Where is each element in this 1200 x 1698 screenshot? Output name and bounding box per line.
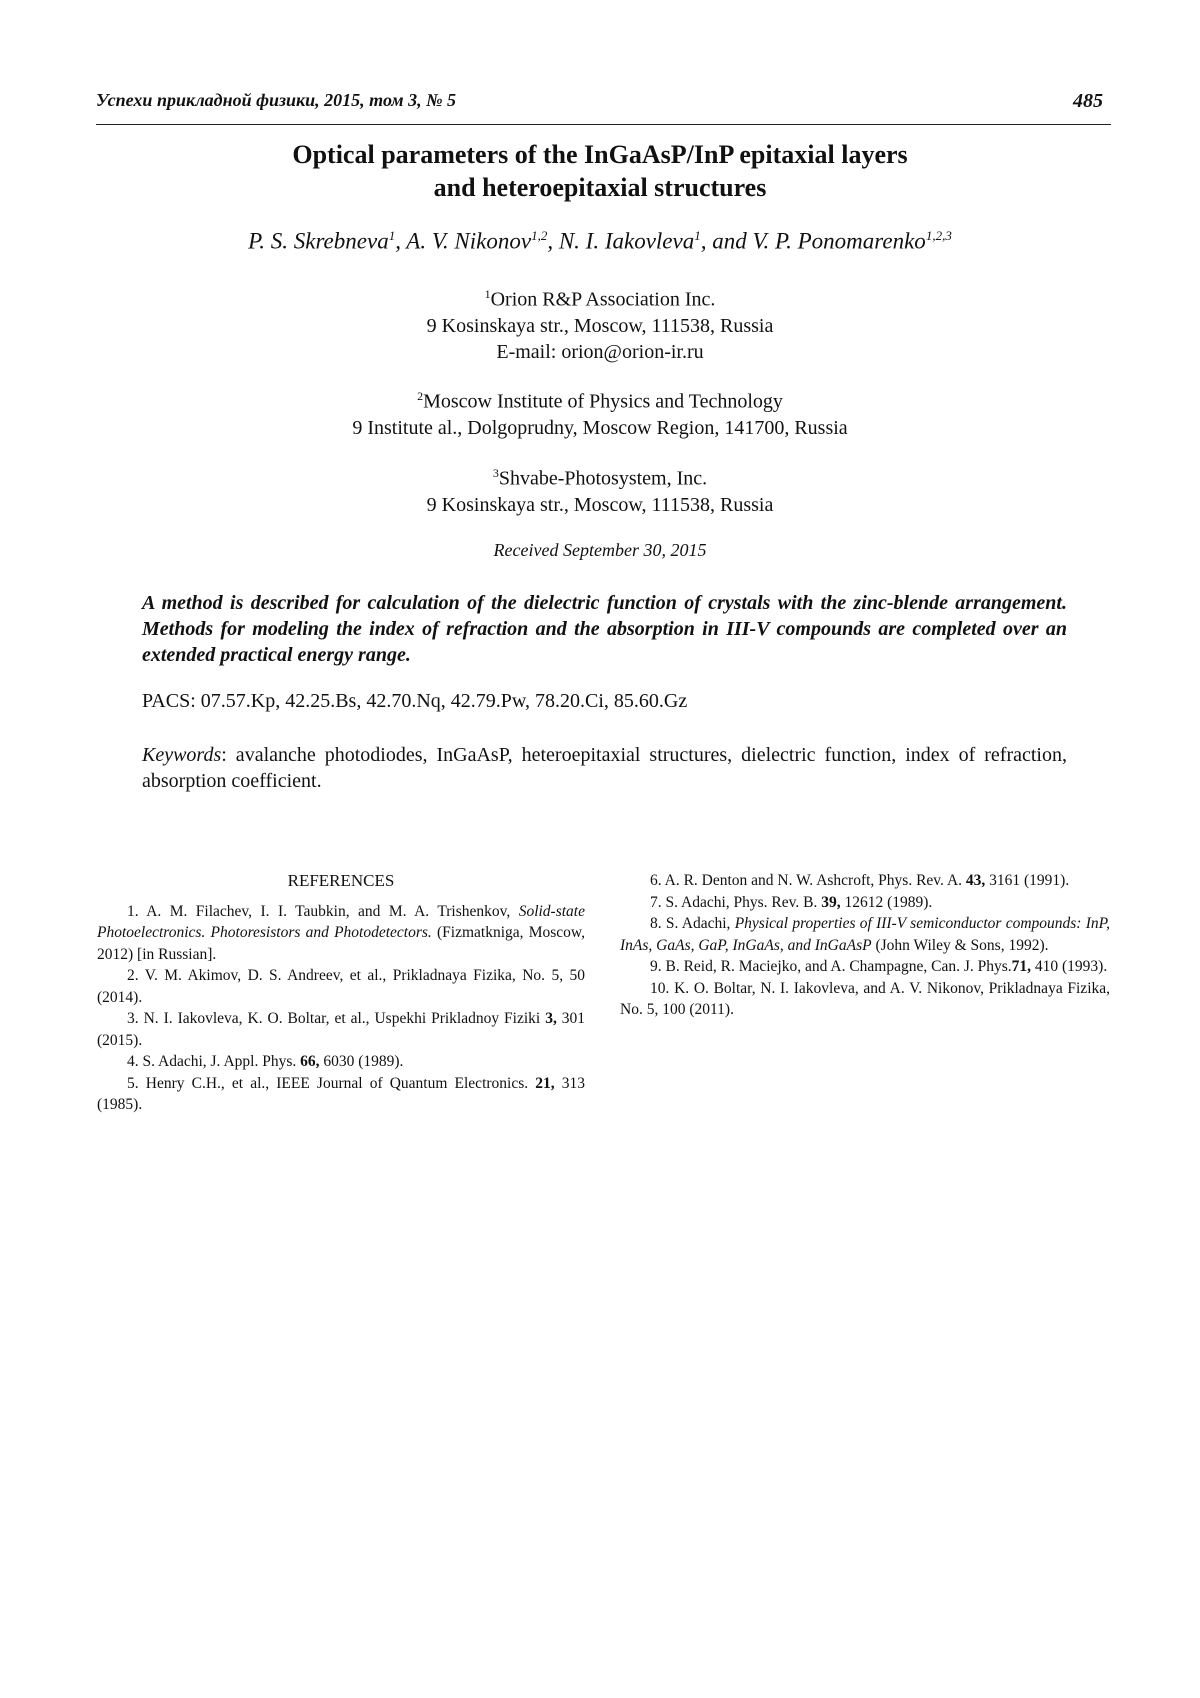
reference-item: 9. B. Reid, R. Maciejko, and A. Champagne, Can. J. Phys.71, 410 (1993). — [650, 958, 1108, 975]
reference-item: 10. K. O. Boltar, N. I. Iakovleva, and A. V. Nikonov, Prikladnaya Fizika, No. 5, 100 (2011). — [620, 979, 1110, 1018]
reference-item: 6. A. R. Denton and N. W. Ashcroft, Phys. Rev. A. 43, 3161 (1991). — [650, 872, 1070, 889]
author-separator: , — [395, 228, 407, 254]
keywords-label: Keywords — [142, 744, 222, 766]
reference-item: 1. A. M. Filachev, I. I. Taubkin, and M. A. Trishenkov, Solid-state Photoelectronics. Photoresistors and Photodetectors. (Fizmatkniga, Moscow, 2012) [in Russian]. — [97, 902, 585, 963]
author-separator: , — [547, 228, 559, 254]
affiliation-2 — [100, 383, 1100, 441]
author-affiliation-mark: 1,2,3 — [925, 228, 952, 243]
keywords-text: : avalanche photodiodes, InGaAsP, heteroepitaxial structures, dielectric function, index of refraction, absorption coefficient. — [142, 744, 1067, 792]
references-heading: REFERENCES — [287, 871, 395, 890]
reference-item: 2. V. M. Akimov, D. S. Andreev, et al., Prikladnaya Fizika, No. 5, 50 (2014). — [97, 967, 585, 1006]
affiliation-name: Orion R&P Association Inc. — [490, 288, 716, 311]
author-affiliation-mark: 1,2 — [531, 228, 548, 243]
author-list — [100, 228, 1100, 255]
author-separator: , and — [700, 228, 753, 254]
author-name: A. V. Nikonov — [406, 228, 532, 254]
author-affiliation-mark: 1 — [694, 228, 701, 243]
pacs-codes: PACS: 07.57.Kp, 42.25.Bs, 42.70.Nq, 42.79.Pw, 78.20.Ci, 85.60.Gz — [142, 690, 688, 712]
affiliation-mark: 1 — [484, 287, 491, 301]
affiliation-mark: 3 — [492, 466, 499, 480]
affiliation-address: 9 Institute al., Dolgoprudny, Moscow Region, 141700, Russia — [352, 416, 848, 439]
affiliation-3 — [100, 460, 1100, 518]
affiliation-mark: 2 — [417, 389, 424, 403]
author-affiliation-mark: 1 — [388, 228, 396, 243]
title-line-1: Optical parameters of the InGaAsP/InP epitaxial layers — [292, 140, 908, 169]
title-line-2: and heteroepitaxial structures — [433, 173, 767, 202]
author-name: V. P. Ponomarenko — [752, 228, 926, 254]
affiliation-address: 9 Kosinskaya str., Moscow, 111538, Russia — [426, 314, 774, 337]
affiliation-1 — [100, 281, 1100, 365]
page-number: 485 — [1073, 90, 1103, 112]
keywords — [142, 742, 1067, 794]
reference-item: 5. Henry C.H., et al., IEEE Journal of Quantum Electronics. 21, 313 (1985). — [97, 1074, 585, 1113]
reference-item: 4. S. Adachi, J. Appl. Phys. 66, 6030 (1989). — [127, 1053, 404, 1070]
affiliation-address: 9 Kosinskaya str., Moscow, 111538, Russia — [426, 493, 774, 516]
affiliation-name: Shvabe-Photosystem, Inc. — [498, 467, 708, 490]
journal-citation: Успехи прикладной физики, 2015, том 3, № 5 — [96, 90, 457, 110]
references-column-right — [620, 870, 1110, 1021]
received-date: Received September 30, 2015 — [493, 540, 707, 560]
reference-item: 7. S. Adachi, Phys. Rev. B. 39, 12612 (1989). — [650, 893, 933, 911]
affiliation-email: E-mail: orion@orion-ir.ru — [496, 340, 704, 363]
affiliation-name: Moscow Institute of Physics and Technology — [423, 390, 783, 413]
abstract: A method is described for calculation of the dielectric function of crystals with the zinc-blende arrangement. Methods for modeling the index of refraction and the absorption in III-V compounds are completed over an extended practical energy range. — [142, 592, 1067, 666]
reference-item: 8. S. Adachi, Physical properties of III-V semiconductor compounds: InP, InAs, GaAs, GaP, InGaAs, and InGaAsP (John Wiley & Sons, 1992). — [620, 915, 1110, 954]
reference-item: 3. N. I. Iakovleva, K. O. Boltar, et al., Uspekhi Prikladnoy Fiziki 3, 301 (2015). — [97, 1010, 586, 1049]
running-header — [96, 90, 1111, 125]
author-name: N. I. Iakovleva — [558, 228, 695, 254]
references-column-left — [97, 870, 585, 1116]
author-name: P. S. Skrebneva — [248, 228, 389, 254]
paper-title — [100, 138, 1100, 204]
